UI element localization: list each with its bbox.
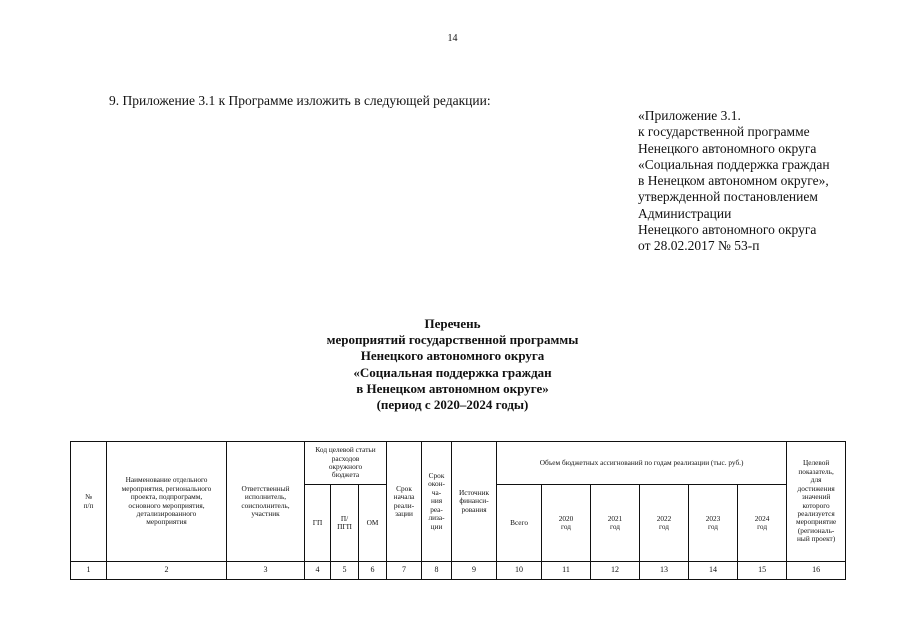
header-executor: Ответственный исполнитель, соисполнитель, участник [227, 442, 305, 562]
header-pgp: П/ ПГП [331, 485, 359, 562]
annex-line: «Приложение 3.1. [638, 108, 741, 123]
column-number: 8 [422, 562, 452, 580]
column-number: 11 [542, 562, 591, 580]
header-year: 2022 год [640, 485, 689, 562]
header-number: № п/п [71, 442, 107, 562]
column-number: 2 [107, 562, 227, 580]
header-budget-allocations: Объем бюджетных ассигнований по годам реализации (тыс. руб.) [497, 442, 787, 485]
annex-line: утвержденной постановлением [638, 189, 818, 205]
header-year: 2021 год [591, 485, 640, 562]
column-number: 16 [787, 562, 846, 580]
column-number: 15 [738, 562, 787, 580]
column-number: 14 [689, 562, 738, 580]
title-line: в Ненецком автономном округе» [356, 380, 549, 396]
annex-line: от 28.02.2017 № 53-п [638, 238, 760, 254]
annex-line: Администрации [638, 205, 732, 221]
title-line: (период с 2020–2024 годы) [376, 397, 529, 413]
page-number: 14 [447, 33, 458, 44]
column-number: 12 [591, 562, 640, 580]
document-title [0, 316, 905, 413]
header-target-indicator: Целевой показатель, для достижения значений которого реализуется мероприятие (региональ- ный проект) [787, 442, 846, 562]
column-number: 3 [227, 562, 305, 580]
annex-line: к государственной программе [638, 124, 810, 140]
column-number: 10 [497, 562, 542, 580]
header-activity-name: Наименование отдельного мероприятия, регионального проекта, подпрограмм, основного мероприятия, детализированного мероприятия [107, 442, 227, 562]
header-gp: ГП [305, 485, 331, 562]
column-number: 9 [452, 562, 497, 580]
header-budget-code: Код целевой статьи расходов окружного бюджета [305, 442, 387, 485]
column-number: 13 [640, 562, 689, 580]
annex-header [638, 108, 830, 255]
title-line: «Социальная поддержка граждан [353, 364, 552, 380]
column-number: 4 [305, 562, 331, 580]
annex-line: Ненецкого автономного округа [638, 140, 817, 156]
activities-table [70, 441, 846, 580]
title-line: мероприятий государственной программы [326, 332, 579, 348]
header-total: Всего [497, 485, 542, 562]
header-end-term: Срок окон- ча- ния реа- лиза- ции [422, 442, 452, 562]
annex-line: в Ненецком автономном округе», [638, 173, 829, 189]
title-line: Перечень [424, 316, 481, 331]
header-funding-source: Источник финанси- рования [452, 442, 497, 562]
title-line: Ненецкого автономного округа [360, 348, 545, 364]
header-year: 2020 год [542, 485, 591, 562]
column-number: 1 [71, 562, 107, 580]
amendment-item-text: 9. Приложение 3.1 к Программе изложить в следующей редакции: [109, 93, 491, 108]
column-number: 5 [331, 562, 359, 580]
header-om: ОМ [359, 485, 387, 562]
header-year: 2023 год [689, 485, 738, 562]
column-number: 7 [387, 562, 422, 580]
header-start-term: Срок начала реали- зации [387, 442, 422, 562]
annex-line: «Социальная поддержка граждан [638, 156, 830, 172]
annex-line: Ненецкого автономного округа [638, 222, 817, 238]
header-year: 2024 год [738, 485, 787, 562]
column-number: 6 [359, 562, 387, 580]
